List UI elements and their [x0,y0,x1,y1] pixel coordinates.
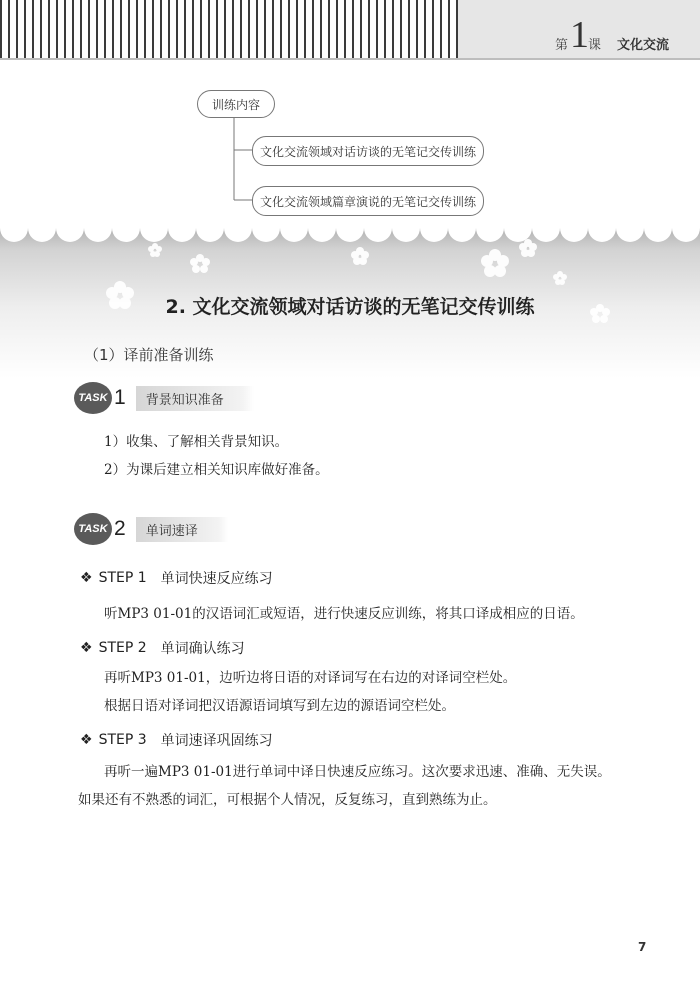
step-1-heading [80,568,273,588]
step-label: STEP 2 [98,640,147,656]
step-name: 单词快速反应练习 [160,571,273,587]
lesson-number: 1 [570,14,589,56]
mindmap-root: 训练内容 [197,90,275,118]
lesson-prefix: 第 [555,38,569,53]
step-2-text: 再听MP3 01-01，边听边将日语的对译词写在右边的对译词空栏处。 [104,670,517,686]
step-3-text: 如果还有不熟悉的词汇，可根据个人情况，反复练习，直到熟练为止。 [78,792,497,808]
chapter-title: 文化交流 [617,38,670,53]
step-label: STEP 1 [98,570,147,586]
task-label: 单词速译 [136,517,228,542]
step-3-text: 再听一遍MP3 01-01进行单词中译日快速反应练习。这次要求迅速、准确、无失误。 [104,764,611,780]
step-1-text: 听MP3 01-01的汉语词汇或短语，进行快速反应训练，将其口译成相应的日语。 [104,606,584,622]
step-2-text: 根据日语对译词把汉语源语词填写到左边的源语词空栏处。 [104,698,455,714]
lesson-suffix: 课 [588,38,602,53]
mindmap-branch-speech: 文化交流领域篇章演说的无笔记交传训练 [252,186,484,216]
step-3-heading [80,730,273,750]
task-1-item: 1）收集、了解相关背景知识。 [104,434,289,450]
diamond-bullet-icon: ❖ [80,570,93,586]
step-name: 单词速译巩固练习 [160,733,273,749]
page-number: 7 [638,940,647,954]
task-badge: TASK [74,513,112,545]
training-content-mindmap [0,0,700,230]
mindmap-branch-dialogue: 文化交流领域对话访谈的无笔记交传训练 [252,136,484,166]
diamond-bullet-icon: ❖ [80,640,93,656]
step-name: 单词确认练习 [160,641,245,657]
step-2-heading [80,638,245,658]
task-1-item: 2）为课后建立相关知识库做好准备。 [104,462,329,478]
task-number: 2 [114,517,126,540]
task-number: 1 [114,386,126,409]
task-1-header [74,384,254,412]
task-label: 背景知识准备 [136,386,254,411]
section-title: 2. 文化交流领域对话访谈的无笔记交传训练 [165,296,535,318]
section-subtitle: （1）译前准备训练 [84,346,214,364]
task-badge: TASK [74,382,112,414]
task-2-header [74,515,228,543]
step-label: STEP 3 [98,732,147,748]
diamond-bullet-icon: ❖ [80,732,93,748]
